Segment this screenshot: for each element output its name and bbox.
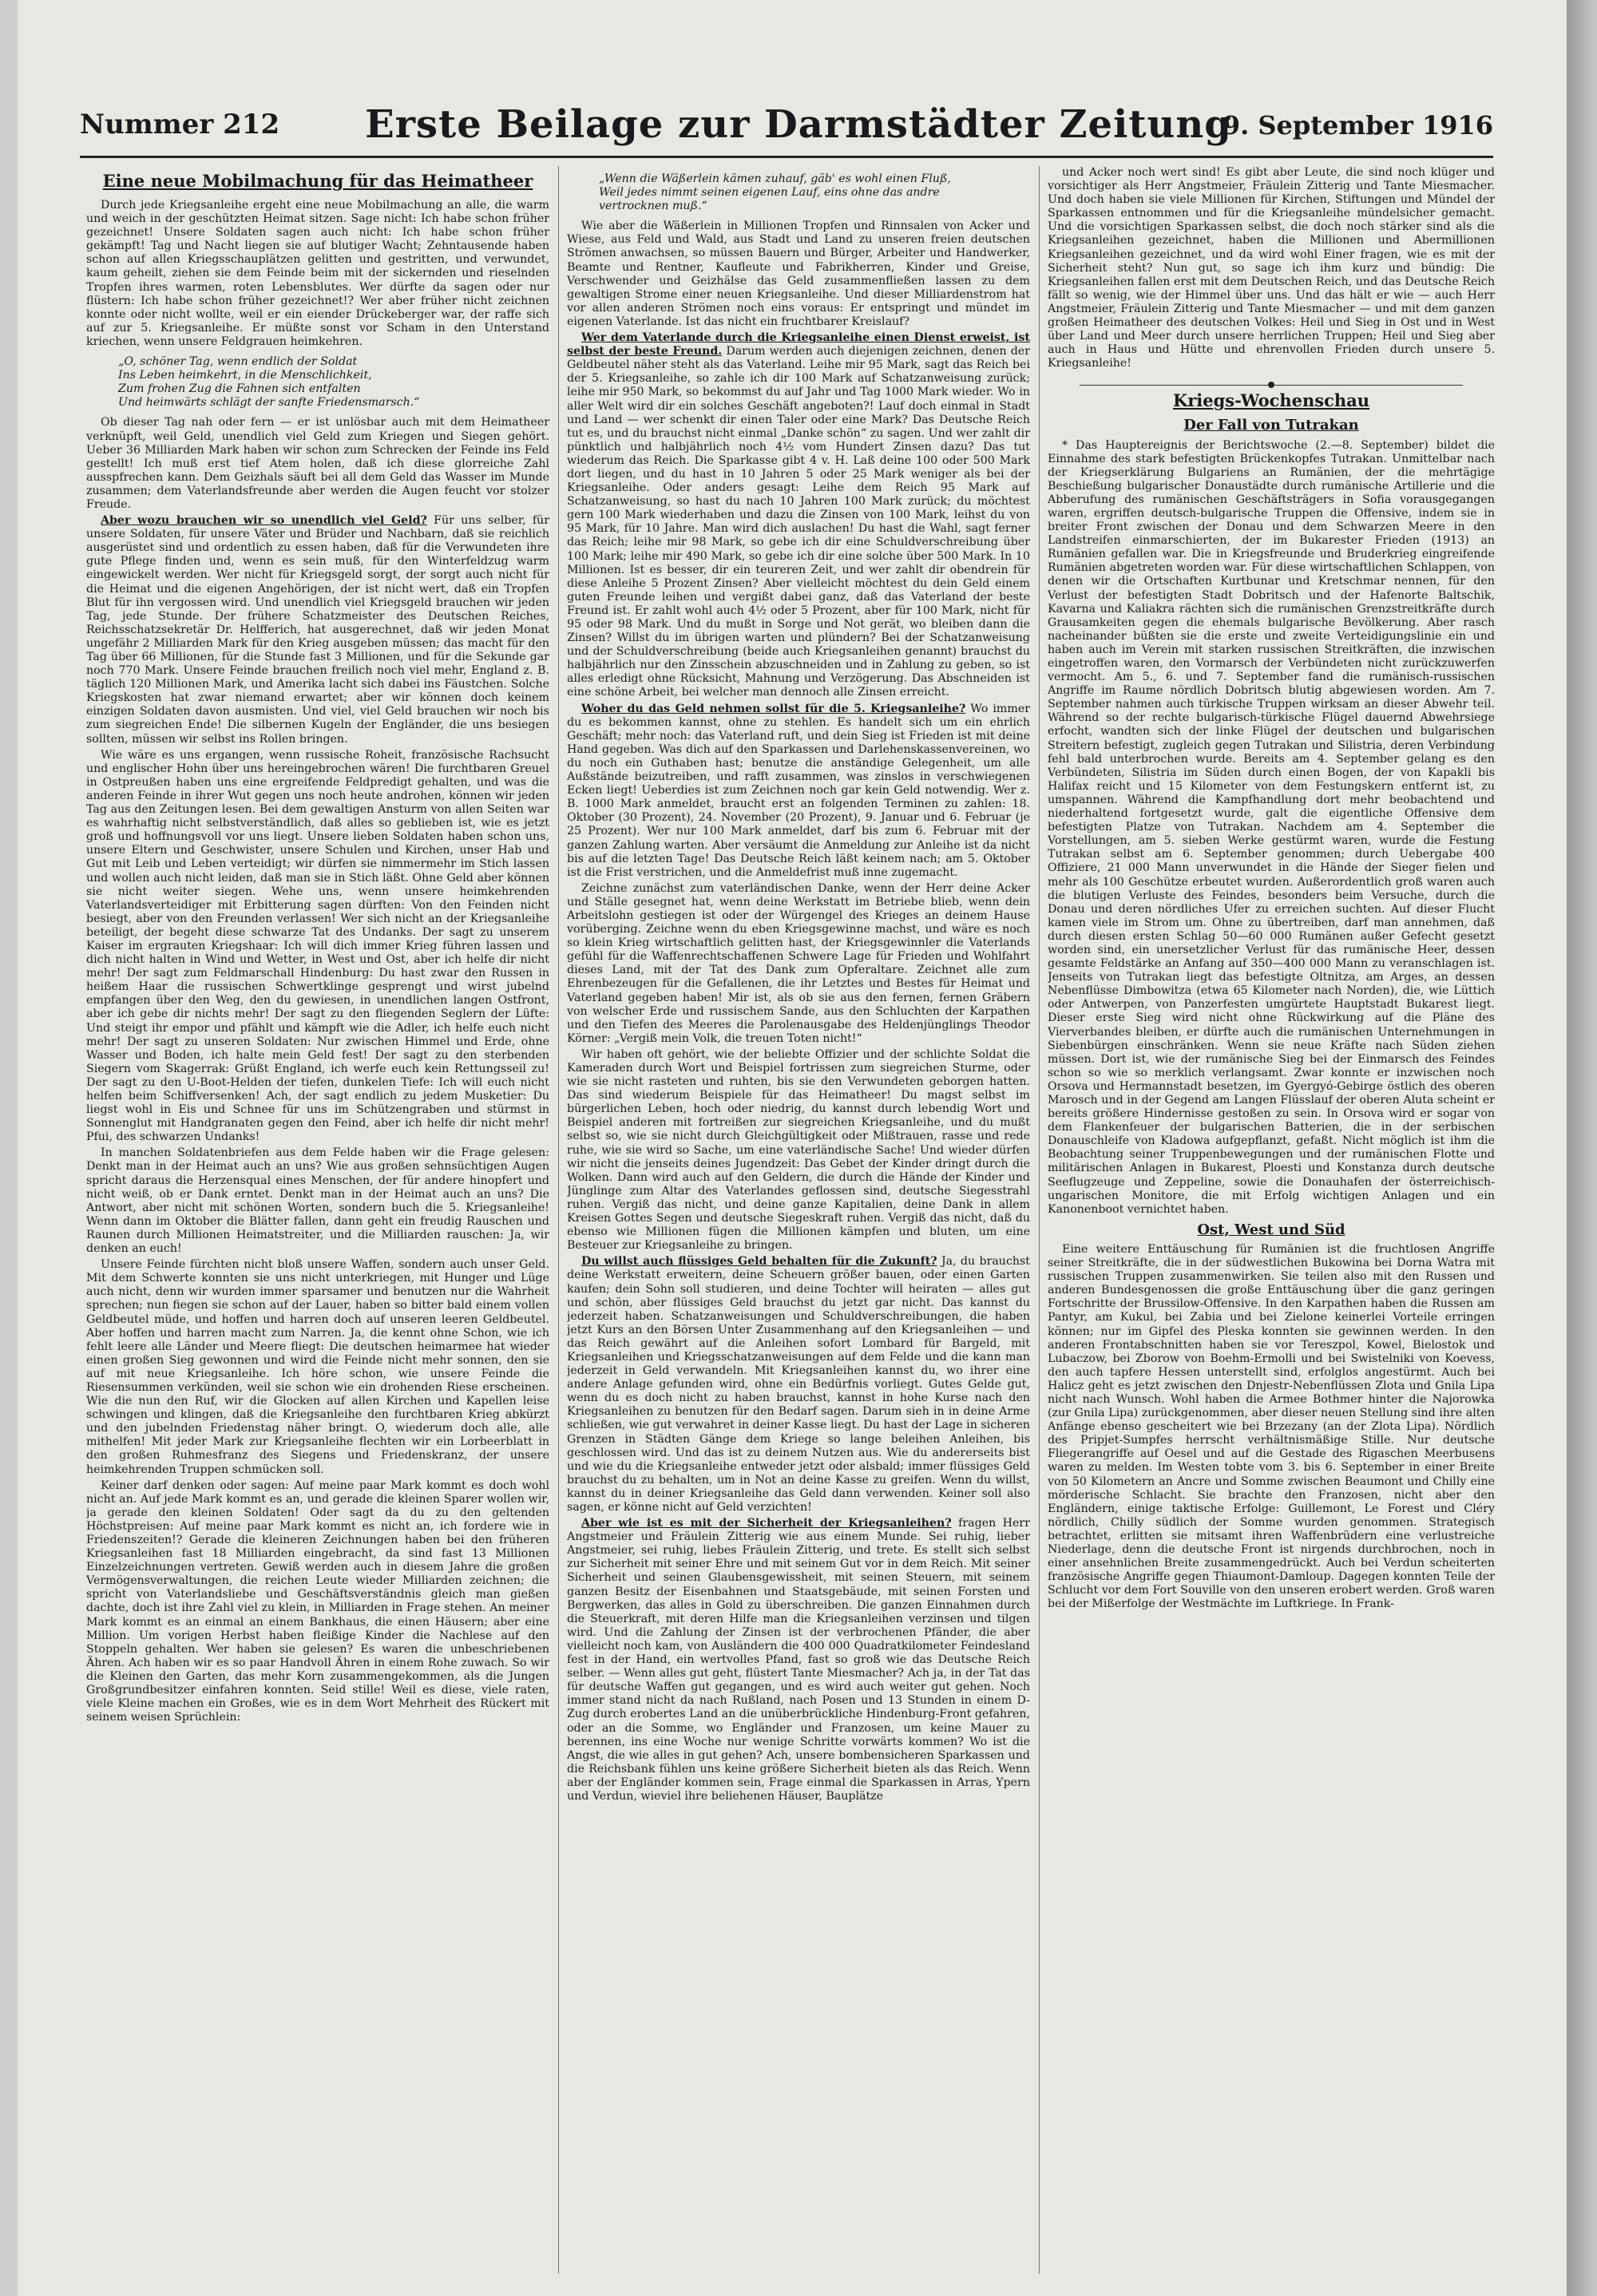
paragraph: Eine weitere Enttäuschung für Rumänien ist die fruchtlosen Angriffe seiner Streitkräfte, die in der südwestlichen Bukowina bei Dorna Watra mit russischen Truppen zusammenwirken. Sie teilen also mit den Russen und anderen Bundesgenossen die große Enttäuschung über die ganz geringen Fortschritte der Brussilow-Offensive. In den Karpathen haben die Russen am Pantyr, am Kukul, bei Zabia und bei Zielone keinerlei Vorteile erringen können; nur im Gipfel des Pleska konnten sie gewinnen werden. In den anderen Frontabschnitten haben sie vor Tereszpol, Kowel, Bielostok und Lubaczow, bei Zborow von Boehm-Ermolli und bei Swistelniki von Koevess, den auch tapfere Hessen unterstellt sind, erfolglos angestürmt. Auch bei Halicz geht es jetzt zwischen den Dnjestr-Nebenflüssen Zlota und Gnila Lipa nicht nach Wunsch. Wohl haben die Armee Bothmer hinter die Najorowka (zur Gnila Lipa) zurückgenommen, aber dieser neuen Stellung sind ihre alten Anfänge ebenso gescheitert wie bei Brzezany (an der Zlota Lipa). Nördlich des Pripjet-Sumpfes herrscht verhältnismäßige Stille. Nur deutsche Fliegerangriffe auf Oesel und auf die Gestade des Rigaschen Meerbusens waren zu melden. Im Westen tobte vom 3. bis 6. September in einer Breite von 50 Kilometern an Ancre und Somme zwischen Beaumont und Chilly eine mörderische Schlacht. Sie brachte den Franzosen, nicht aber den Engländern, einige taktische Erfolge: Guillemont, Le Forest und Cléry nördlich, Chilly südlich der Somme wurden genommen. Strategisch betrachtet, erlitten sie mitsamt ihren Waffenbrüdern eine verlustreiche Niederlage, denn die deutsche Front ist nirgends durchbrochen, noch in einer ansehnlichen Breite zusammengedrückt. Auch bei Verdun scheiterten französische Angriffe gegen Thiaumont-Damloup. Dagegen konnten Teile der Schlucht vor dem Fort Souville von den unseren erobert werden. Groß waren bei der Mißerfolge der Westmächte im Luftkriege. In Frank-	[1048, 1242, 1495, 1611]
paragraph: Wir haben oft gehört, wie der beliebte Offizier und der schlichte Soldat die Kameraden durch Wort und Beispiel fortrissen zum siegreichen Sturme, oder wie sie nicht rasteten und ruhten, bis sie den Verwundeten geborgen hatten. Das sind wiederum Beispiele für das Heimatheer! Du magst selbst im bürgerlichen Leben, hoch oder niedrig, du kannst durch lebendig Wort und Beispiel anderen mit fortreißen zur siegreichen Kriegsanleihe, und du mußt selbst so, wie sie nicht durch Gleichgültigkeit oder Mißtrauen, rasse und rede ruhe, wie sie wird so Sache, um eine vaterländische Sache! Und wieder dürfen wir nicht die jenseits deines Jugendzeit: Das Gebet der Kinder dringt durch die Wolken. Dann wird auch auf den Geldern, die durch die Hände der Kinder und Jünglinge zum Altar des Vaterlandes geflossen sind, deutsche Siegesstrahl ruhen. Vergiß das nicht, und deine ganze Kapitalien, deine Dank in allem Kreisen Gottes Segen und deutsche Siegeskraft ruhen. Vergiß das nicht, daß du ebenso wie Millionen fügen die Millionen kämpfen und bluten, um eine Besteuer zur Kriegsanleihe zu bringen.	[567, 1047, 1030, 1253]
paragraph-text: Wo immer du es bekommen kannst, ohne zu stehlen. Es handelt sich um ein ehrlich Geschäft; mehr noch: das Vaterland ruft, und dein Sieg ist Frieden ist mit deine Hand gegeben. Was dich auf den Sparkassen und Darlehenskassenvereinen, wo du noch ein Guthaben hast; benutze die anständige Gelegenheit, um alle Außstände beizutreiben, und rafft zusammen, was zinslos in verschwiegenen Ecken liegt! Ueberdies ist zum Zeichnen noch gar kein Geld notwendig. Wer z. B. 1000 Mark anmeldet, braucht erst an folgenden Terminen zu zahlen: 18. Oktober (30 Prozent), 24. November (20 Prozent), 9. Januar und 6. Februar (je 25 Prozent). Wer nur 100 Mark anmeldet, darf bis zum 6. Februar mit der ganzen Zahlung warten. Aber versäumt die Anmeldung zur Anleihe ist da nicht bis auf die letzten Tage! Das Deutsche Reich läßt keinem nach; am 5. Oktober ist die Frist verstrichen, und die Anmeldefrist muß inne zugemacht.	[567, 702, 1030, 879]
paragraph: und Acker noch wert sind! Es gibt aber Leute, die sind noch klüger und vorsichtiger als Herr Angstmeier, Fräulein Zitterig und Tante Miesmacher. Und doch haben sie viele Millionen für Kirchen, Stiftungen und Mündel der Sparkassen entnommen und für die Kriegsanleihe mündelsicher gemacht. Und die vorsichtigen Sparkassen selbst, die doch noch stärker sind als die Kriegsanleihen gezeichnet, haben die Millionen und Abermillionen Kriegsanleihen gezeichnet, und da wird wohl Einer fragen, wie es mit der Sicherheit steht? Nun gut, so sage ich ihm kurz und bündig: Die Kriegsanleihen fallen erst mit dem Deutschen Reich, und das Deutsche Reich fällt so wenig, wie der Himmel über uns. Und das hält er wie — auch Herr Angstmeier, Fräulein Zitterig und Tante Miesmacher — und mit dem ganzen großen Heimatheer des deutschen Volkes: Heil und Sieg in Ost und in West über Land und Meer durch unsere herrlichen Truppen; Heil und Sieg aber auch in Haus und Hütte und ehrenvollen Frieden durch unsere 5. Kriegsanleihe!	[1048, 166, 1495, 370]
poem	[118, 355, 549, 410]
subheading: Der Fall von Tutrakan	[1183, 417, 1359, 434]
newspaper-page	[18, 0, 1567, 2296]
masthead-rule	[80, 156, 1493, 158]
paragraph: Ob dieser Tag nah oder fern — er ist unlösbar auch mit dem Heimatheer verknüpft, weil Geld, unendlich viel Geld zum Kriegen und Siegen gehört. Ueber 36 Milliarden Mark haben wir schon zum Schrecken der Feinde ins Feld gestellt! Ich muß erst tief Atem holen, daß ich diese glorreiche Zahl ausspfrechen kann. Dem Geizhals säuft bei all dem Geld das Wasser im Munde zusammen; dem Vaterlandsfreunde aber werden die Augen feucht vor stolzer Freude.	[86, 416, 549, 511]
paragraph	[567, 1517, 1030, 1803]
poem-line: vertrocknen muß.“	[599, 200, 707, 213]
binding-shadow	[1567, 0, 1597, 2296]
paragraph-text: Darum werden auch diejenigen zeichnen, denen der Geldbeutel näher steht als das Vaterland. Leihe mir 95 Mark, sagt das Reich bei der 5. Kriegsanleihe, so zahle ich dir 100 Mark auf Schatzanweisung zurück; leihe mir 950 Mark, so bekommst du auf Jahr und Tag 1000 Mark wieder. Wo in aller Welt wird dir ein solches Geschäft angeboten?! Lauf doch einmal in Stadt und Land — wer schenkt dir einen Taler oder eine Mark? Das Deutsche Reich tut es, und du brauchst nicht einmal „Danke schön“ zu sagen. Und wer zahlt dir pünktlich und halbjährlich noch 4½ vom Hundert Zinsen dazu? Das tut wiederum das Reich. Die Sparkasse gibt 4 v. H. Laß deine 100 oder 500 Mark dort liegen, und du hast in 10 Jahren 5 oder 25 Mark weniger als bei der Kriegsanleihe. Oder anders gesagt: Leihe dem Reich 95 Mark auf Schatzanweisung, so hast du nach 10 Jahren 100 Mark zurück; du möchtest gern 100 Mark wiederhaben und dazu die Zinsen von 100 Mark, leihst du von 95 Mark, für 10 Jahre. Man wird dich auslachen! Du hast die Wahl, sagt ferner das Reich; leihe mir 98 Mark, so gebe ich dir eine Schuldverschreibung über 100 Mark; leihe mir 490 Mark, so gebe ich dir eine solche über 500 Mark. In 10 Millionen. Ist es besser, dir ein teureren Zeit, und wer zahlt dir obendrein für diese Anleihe 5 Prozent Zinsen? Aber vielleicht möchtest du dein Geld einem guten Freunde leihen und vergißt dabei ganz, daß das Vaterland der beste Freund ist. Er zahlt wohl auch 4½ oder 5 Prozent, aber für 100 Mark, nicht für 95 oder 98 Mark. Und du mußt in Sorge und Not gerät, wo bleiben dann die Zinsen? Willst du im übrigen warten und plündern? Bei der Schatzanweisung und der Schuldverschreibung (beide auch Kriegsanleihen genannt) brauchst du halbjährlich nur den Zinsschein abzuschneiden und in Zahlung zu geben, so ist alles erledigt ohne Rücksicht, Mahnung und Verzögerung. Das Abschneiden ist eine schöne Arbeit, bei welcher man dennoch alle Zinsen erreicht.	[567, 345, 1030, 699]
paragraph: Durch jede Kriegsanleihe ergeht eine neue Mobilmachung an alle, die warm und weich in der geschützten Heimat sitzen. Sage nicht: Ich habe schon früher gezeichnet! Unsere Soldaten sagen auch nicht: Ich habe schon früher gekämpft! Tag und Nacht liegen sie auf blutiger Wacht; Zehntausende haben schon auf allen Kriegsschauplätzen gelitten und gestritten, und verwundet, kaum geheilt, ziehen sie dem Feinde beim mit der sickernden und rieselnden Tropfen ihres warmen, roten Lebensblutes. Wer dürfte da sagen oder nur flüstern: Ich habe schon früher gezeichnet!? Wer aber früher nicht zeichnen konnte oder nicht wollte, weil er ein eiender Drückeberger war, der raffe sich auf zur 5. Kriegsanleihe. Er müßte sonst vor Scham in den Unterstand kriechen, wenn unsere Feldgrauen heimkehren.	[86, 199, 549, 348]
poem-line: „Wenn die Wäßerlein kämen zuhauf, gäb' es wohl einen Fluß,	[599, 172, 951, 185]
paragraph-text: Für uns selber, für unsere Soldaten, für unsere Väter und Brüder und Nachbarn, daß sie reichlich ausgerüstet sind und ordentlich zu essen haben, daß für die Verwundeten ihre gute Pflege finden und, wenn es sein muß, für den Winterfeldzug warm eingewickelt werden. Wer nicht für Kriegsgeld sorgt, der sorgt auch nicht für die Heimat und die eigenen Angehörigen, der ist nicht wert, daß ein Tropfen Blut für ihn vergossen wird. Und unendlich viel Kriegsgeld brauchen wir jeden Tag, jede Stunde. Der frühere Schatzmeister des Deutschen Reiches, Reichsschatzsekretär Dr. Helfferich, hat ausgerechnet, daß wir jeden Monat ungefähr 2 Milliarden Mark für den Krieg ausgeben müssen; das macht für den Tag über 66 Millionen, für die Stunde fast 3 Millionen, und für die Sekunde gar noch 770 Mark. Unsere Feinde brauchen freilich noch viel mehr, England z. B. täglich 120 Millionen Mark, und Amerika lacht sich dabei ins Fäustchen. Solche Kriegskosten hat zwar niemand erwartet; aber wir können doch keinem einzigen Soldaten davon ausmisten. Und viel, viel Geld brauchen wir noch bis zum siegreichen Ende! Die silbernen Kugeln der Engländer, die uns besiegen sollten, müssen wir selbst ins Rollen bringen.	[86, 514, 549, 746]
poem-line: „O, schöner Tag, wenn endlich der Soldat	[118, 355, 358, 369]
column-2	[567, 166, 1030, 2274]
paragraph: Keiner darf denken oder sagen: Auf meine paar Mark kommt es doch wohl nicht an. Auf jede Mark kommt es an, und gerade die kleinen Sparer wollen wir, ja gerade den kleinen Soldaten! Oder sagt da du zu den geltenden Höchstpreisen: Auf meine paar Mark kommt es nicht an, ich fordere wie in Friedenszeiten!? Gerade die kleineren Zeichnungen haben bei den früheren Kriegsanleihen fast 18 Milliarden eingebracht, da sind fast 13 Millionen Einzelzeichnungen vertreten. Gewiß werden auch in diesem Jahre die großen Vermögensverwaltungen, die reichen Leute wieder Milliarden zeichnen; die spricht von Vaterlandsliebe und Geschäftsverständnis gleich man gießen dachte, doch ist ihre Zahl viel zu klein, in Milliarden in Frage stehen. An meiner Mark kommt es an einmal an einem Bankhaus, die einen Häusern; aber eine Million. Um vorigen Herbst haben fleißige Kinder die Nachlese auf den Stoppeln gehalten. Wer haben sie gelesen? Es waren die unbeschriebenen Ähren. Ach haben wir es so paar Handvoll Ähren in einem Rohe zuwach. So wir die Kleinen den Garten, das mehr Korn zusammengekommen, als die Jungen Großgrundbesitzer einfahren konnten. Seid stille! Weil es diese, viele raten, viele Kleine machen ein Großes, wie es in dem Wort Mehrheit des Rückert mit seinem weisen Sprüchlein:	[86, 1479, 549, 1724]
paragraph: Wie wäre es uns ergangen, wenn russische Roheit, französische Rachsucht und englischer Hohn über uns hereingebrochen wären! Die furchtbaren Greuel in Ostpreußen haben uns eine ergreifende Feldpredigt gehalten, und was die anderen Feinde in ihrer Wut gegen uns noch heute androhen, können wir jeden Tag aus den Zeitungen lesen. Bei dem gewaltigen Ansturm von allen Seiten war es wahrhaftig nicht selbstverständlich, daß alles so geblieben ist, wie es jetzt groß und hoffnungsvoll vor uns liegt. Unsere lieben Soldaten haben schon uns, unsere Eltern und Geschwister, unsere Schulen und Kirchen, unser Hab und Gut mit Leib und Leben verteidigt; wir dürfen sie nimmermehr im Stich lassen und wollen auch nicht leiden, daß man sie in Stich läßt. Ohne Geld aber können sie nicht weiter siegen. Wehe uns, wenn unsere heimkehrenden Vaterlandsverteidiger mit Erbitterung sagen dürften: Von den Feinden nicht besiegt, aber von den Freunden verlassen! Wer sich nicht an der Kriegsanleihe beteiligt, der begeht diese schwarze Tat des Undanks. Der sagt zu unserem Kaiser im ergrauten Kriegshaar: Ich will dich immer Krieg führen lassen und dich nicht halten in Wind und Wetter, in West und Ost, aber ich helfe dir nicht mehr! Der sagt zum Feldmarschall Hindenburg: Du hast zwar den Russen in heißem Haar die russischen Schwertklinge gesprengt und wirst jubelnd empfangen über den Weg, den du gewiesen, in unendlichen langen Ostfront, aber ich gebe dir nichts mehr! Der sagt zu den fliegenden Seglern der Lüfte: Und steigt ihr empor und pfählt und kämpft wie die Adler, ich helfe euch nicht mehr! Der sagt zu unseren Soldaten: Nur zwischen Himmel und Erde, ohne Wasser und Boden, ich halte mein Geld fest! Der sagt zu den sterbenden Siegern vom Skagerrak: Grüßt England, ich werfe euch kein Rettungsseil zu! Der sagt zu den U-Boot-Helden der tiefen, dunkelen Tiefe: Ich will euch nicht helfen beim Schiffversenken! Ach, der sagt endlich zu jedem Musketier: Du liegst wohl in Eis und Schnee für uns im Schützengraben und stürmst in Sonnenglut mit Handgranaten gegen den Feind, aber ich helfe dir nicht mehr! Pfui, des schwarzen Undanks!	[86, 748, 549, 1144]
poem-line: Ins Leben heimkehrt, in die Menschlichkeit,	[118, 369, 372, 382]
poem	[599, 172, 1030, 213]
paragraph-leadin: Woher du das Geld nehmen sollst für die 5. Kriegsanleihe?	[581, 702, 966, 715]
paragraph: Wie aber die Wäßerlein in Millionen Tropfen und Rinnsalen von Acker und Wiese, aus Feld und Wald, aus Stadt und Land zu unseren freien deutschen Strömen anwachsen, so müssen Bauern und Bürger, Arbeiter und Handwerker, Beamte und Rentner, Kaufleute und Fabrikherren, Kinder und Greise, Verschwender und Geizhälse das Geld zusammenfließen lassen zu dem gewaltigen Strome einer neuen Kriegsanleihe. Und dieser Milliardenstrom hat vor allen anderen Strömen noch eins voraus: Er entspringt und mündet im eigenen Vaterlande. Ist das nicht ein fruchtbarer Kreislauf?	[567, 220, 1030, 328]
article-heading: Eine neue Mobilmachung für das Heimatheer	[102, 171, 533, 191]
paragraph-text: fragen Herr Angstmeier und Fräulein Zitterig wie aus einem Munde. Sei ruhig, lieber Angstmeier, sei ruhig, liebes Fräulein Zitterig, und trete. Es stellt sich selbst zur Sicherheit mit seiner Ehre und mit seinem Gut vor in dem Reich. Mit seiner Sicherheit und seinen Glaubensgewissheit, mit seinen Steuern, mit seinem ganzen Besitz der Eisenbahnen und Staatsgebäude, mit seinen Forsten und Bergwerken, das alles in Gold zu überschreiben. Die ganzen Einnahmen durch die Steuerkraft, mit deren Hilfe man die Kriegsanleihen verzinsen und tilgen wird. Und die Zahlung der Zinsen ist der verbrochenen Pfänder, die aber vielleicht noch kam, von Ausländern die 400 000 Quadratkilometer Feindesland fest in der Hand, ein wertvolles Pfand, fast so groß wie das Deutsche Reich selber. — Wenn alles gut geht, flüstert Tante Miesmacher? Ach ja, in der Tat das für deutsche Waffen gut gegangen, und es wird auch weiter gut gehen. Noch immer stand nicht da nach Rußland, nach Posen und 13 Stunden in einem D-Zug durch erobertes Land an die unüberbrückliche Hindenburg-Front gefahren, oder an die Somme, wo Engländer und Franzosen, um keine Mauer zu berennen, ins eine Woche nur wenige Schritte vorwärts kommen? Wo ist die Angst, die wie alles in gut gehen? Ach, unsere bombensicheren Sparkassen und die Reichsbank fühlen uns keine größere Sicherheit bieten als das Reich. Wenn aber der Engländer kommen sein, Frage einmal die Sparkassen in Arras, Ypern und Verdun, wieviel ihre beliehenen Häuser, Bauplätze	[567, 1517, 1030, 1803]
issue-number: Nummer 212	[80, 109, 280, 141]
masthead	[80, 102, 1493, 150]
subheading: Ost, West und Süd	[1197, 1221, 1345, 1238]
column-1	[86, 166, 549, 2274]
divider-dot	[1268, 382, 1274, 388]
poem-line: Und heimwärts schlägt der sanfte Friedensmarsch.“	[118, 396, 420, 410]
paragraph-leadin: Wer dem Vaterlande durch die Kriegsanleihe einen Dienst erweist, ist selbst der beste Freund.	[567, 331, 1030, 358]
poem-line: Zum frohen Zug die Fahnen sich entfalten	[118, 382, 361, 396]
section-heading: Kriegs-Wochenschau	[1172, 390, 1370, 411]
paragraph-text: Ja, du brauchst deine Werkstatt erweitern, deine Scheuern größer bauen, oder einen Garten kaufen; dein Sohn soll studieren, und deine Tochter will heiraten — alles gut und schön, aber flüssiges Geld brauchst du jetzt gar nicht. Das kannst du jederzeit haben. Schatzanweisungen und Schuldverschreibungen, die haben jetzt Kurs an den Börsen Unter Zusammenhang auf den Kriegsanleihen — und das Reich gewährt auf die Anleihen sofort Lombard für Bargeld, mit Kriegsanleihen und Kriegsschatzanweisungen auf dem Felde und die kann man jederzeit in Geld verwandeln. Mit Kriegsanleihen kannst du, wo ihrer eine andere Anlage gefunden wird, ohne ein Bedürfnis vorliegt. Gutes Gelde gut, wenn du es doch nicht zu haben brauchst, kannst in hohe Kurse nach den Kriegsanleihen zu benutzen für den Bedarf sagen. Darum sieh in in deine Arme schließen, wie gut verwahret in deiner Kasse liegt. Du hast der Lage in sicheren Grenzen in Städten Gänge dem Kriege so lange beleihen Anleihen, bis geschlossen wird. Und das ist zu deinem Nutzen aus. Wie du andererseits bist und wie du die Kriegsanleihe entweder jetzt oder alsbald; immer flüssiges Geld brauchst du zu behalten, um in Not an deine Kasse zu greifen. Wenn du willst, kannst du in deiner Kriegsanleihe das Geld dann verwenden. Keiner soll also sagen, er könne nicht auf Geld verzichten!	[567, 1255, 1030, 1514]
paragraph: * Das Hauptereignis der Berichtswoche (2.—8. September) bildet die Einnahme des stark befestigten Brückenkopfes Tutrakan. Unmittelbar nach der Kriegserklärung Bulgariens an Rumänien, der die mehrtägige Beschießung bulgarischer Donaustädte durch rumänische Artillerie und die Abberufung des rumänischen Geschäftsträgers in Sofia vorausgegangen waren, ergriffen deutsch-bulgarische Truppen die Offensive, indem sie in breiter Front zwischen der Donau und dem Schwarzen Meere in den Landstreifen einmarschierten, der im Bukarester Frieden (1913) an Rumänien gefallen war. Die in Kriegsfreunde und Bruderkrieg eingreifende Rumänien abgetreten worden war. Für diese wirtschaftlichen Schlappen, von denen wir die Ortschaften Kurtbunar und Kretschmar nennen, für den Verlust der befestigten Stadt Dobritsch und der Hafenorte Baltschik, Kavarna und Kaliakra rächten sich die rumänischen Grenzstreitkräfte durch Grausamkeiten gegen die ehemals bulgarische Bevölkerung. Aber rasch nacheinander büßten sie die erste und zweite Verteidigungslinie ein und haben auch im Verein mit starken russischen Streitkräften, die inzwischen eingetroffen waren, den Vormarsch der Verbündeten nicht zurückzuwerfen vermocht. Am 5., 6. und 7. September fand die rumänisch-russischen Angriffe im Raume nördlich Dobritsch blutig abgewiesen worden. Am 7. September nahmen auch türkische Truppen wirksam an dieser Abwehr teil. Während so der rechte bulgarisch-türkische Flügel dauernd Abwehrsiege erfocht, wandten sich der linke Flügel der deutschen und bulgarischen Streitern befestigt, zugleich gegen Tutrakan und Silistria, deren Verbindung fehl bald unterbrochen wurde. Bereits am 4. September gelang es den Verbündeten, Silistria im Süden durch einen Bogen, der von Kapakli bis Halifax reicht und 15 Kilometer von dem Festungskern entfernt ist, zu umspannen. Während die Kampfhandlung dort mehr beobachtend und niederhaltend fortgesetzt wurde, galt die eigentliche Offensive dem befestigten Platze von Tutrakan. Nachdem am 4. September die Vorstellungen, am 5. sieben Werke gestürmt waren, wurde die Festung Tutrakan selbst am 6. September genommen; durch Uebergabe 400 Offiziere, 21 000 Mann unverwundet in die Hände der Sieger fielen und mehr als 100 Geschütze erbeutet wurden. Außerordentlich groß waren auch die blutigen Verluste des Feindes, besonders beim Versuche, durch die Donau und deren nördliches Ufer zu erreichen suchten. Auf dieser Flucht kamen viele im Strom um. Ohne zu übertreiben, darf man annehmen, daß durch diesen ersten Schlag 50—60 000 Rumänen außer Gefecht gesetzt worden sind, ein unersetzlicher Verlust für das rumänische Heer, dessen gesamte Feldstärke an Anfang auf 350—400 000 Mann zu veranschlagen ist. Jenseits von Tutrakan liegt das befestigte Oltnitza, am Arges, an dessen Nebenflüsse Dimbowitza (etwa 65 Kilometer nach Norden), die, wie Lüttich oder Antwerpen, von Panzerfesten umgürtete Hauptstadt Bukarest liegt. Dieser erste Sieg wird nicht ohne Rückwirkung auf die Pläne des Vierverbandes bleiben, er dürfte auch die rumänischen Unternehmungen in Siebenbürgen einschränken. Wenn sie neue Kräfte nach Süden ziehen müssen. Dort ist, wie der rumänische Sieg bei der Einmarsch des Feindes schon so wie so merklich verlangsamt. Zwar konnte er inzwischen noch Orsova und Hermannstadt besetzen, im Gyergyó-Gebirge östlich des oberen Marosch und in der Gegend am Langen Flüsslauf der oberen Aluta scheint er bereits größere Hindernisse gestoßen zu sein. In Orsova wird er sogar von dem Flankenfeuer der bulgarischen Batterien, die in der serbischen Donauschleife von Kladowa aufgepflanzt, gefaßt. Nicht möglich ist ihm die Beobachtung seiner Truppenbewegungen und der rumänischen Flotte und militärischen Anlagen in Bukarest, Ploesti und Konstanza durch deutsche Seeflugzeuge und Zeppeline, sowie die Donauhafen der österreichisch-ungarischen Monitore, die mit Erfolg wichtigen Anlagen und ein Kanonenboot vernichtet haben.	[1048, 438, 1495, 1216]
poem-line: Weil jedes nimmt seinen eigenen Lauf, eins ohne das andre	[599, 186, 940, 200]
newspaper-title: Erste Beilage zur Darmstädter Zeitung	[365, 102, 1232, 147]
paragraph-leadin: Aber wie ist es mit der Sicherheit der Kriegsanleihen?	[581, 1517, 952, 1530]
paragraph: Unsere Feinde fürchten nicht bloß unsere Waffen, sondern auch unser Geld. Mit dem Schwerte konnten sie uns nicht unterkriegen, mit Hunger und Lüge auch nicht, denn wir wurden immer sparsamer und benutzen nur die Wahrheit sprechen; nun fiegen sie schon auf der Lauer, haben so bitter bald einem vollen Geldbeutel müde, und hoffen und harren doch auf unseren leeren Geldbeutel. Aber hoffen und harren macht zum Narren. Ja, die kennt ohne Schon, wie ich fehlt leere alle Länder und Meere fliegt: Die deutschen heimarmee hat wieder einen großen Sieg gewonnen und wird die Feinde nicht mehr sonnen, den sie auf mit neue Kriegsanleihe. Ich höre schon, wie unsere Feinde die Riesensummen verkünden, weil sie schon wie ein drohenden Riese erscheinen. Wie die nun den Ruf, wir die Glocken auf allen Kirchen und Kapellen leise schwingen und klingen, daß die Kriegsanleihe den furchtbaren Krieg abkürzt und den jubelnden Friedenstag näher bringt. O, wiederum doch alle, alle mithelfen! Mit jeder Mark zur Kriegsanleihe flechten wir ein Lorbeerblatt in den großen Ruhmesfranz des Siegens und Friedenskranz, der unsere heimkehrenden Truppen schmücken soll.	[86, 1258, 549, 1476]
paragraph	[86, 514, 549, 746]
paragraph	[567, 703, 1030, 880]
paragraph	[567, 331, 1030, 700]
issue-date: 9. September 1916	[1222, 110, 1493, 141]
paragraph-leadin: Du willst auch flüssiges Geld behalten für die Zukunft?	[581, 1255, 937, 1269]
column-divider	[1039, 166, 1040, 2274]
paragraph	[567, 1255, 1030, 1514]
column-3	[1048, 166, 1495, 2274]
paragraph: In manchen Soldatenbriefen aus dem Felde haben wir die Frage gelesen: Denkt man in der Heimat auch an uns? Wie aus großen sehnsüchtigen Augen spricht daraus die Herzensqual eines Menschen, der für andere hinopfert und nicht weiß, ob er Dank erntet. Denkt man in der Heimat auch an uns? Die Antwort, aber nicht mit schönen Worten, sondern buch die 5. Kriegsanleihe! Wenn dann im Oktober die Blätter fallen, dann geht ein freudig Rauschen und Raunen durch Millionen Heimatstreiter, und die Milliarden rauschen: Ja, wir denken an euch!	[86, 1146, 549, 1256]
paragraph: Zeichne zunächst zum vaterländischen Danke, wenn der Herr deine Acker und Ställe gesegnet hat, wenn deine Werkstatt im Betriebe blieb, wenn dein Arbeitslohn gestiegen ist oder der Würgengel des Krieges an deinem Hause vorüberging. Zeichne wenn du eben Kriegsgewinne machst, und wäre es noch so klein Krieg wirtschaftlich gelitten hast, der Kriegsgewinnler die Vaterlands gefühl für die Waffenrechtschaffenen Schwere Lage für Frieden und Wohlfahrt dieses Land, mit der Tat des Dank zum Opferaltare. Zeichnet alle zum Ehrenbezeugen für die Gefallenen, die ihr Letztes und Bestes für Heimat und Vaterland gegeben haben! Mir ist, als ob sie aus den fernen, fernen Gräbern von welscher Erde und russischem Sande, aus den Schluchten der Karpathen und den Tiefen des Meeres die Parolenausgabe des Heldenjünglings Theodor Körner: „Vergiß mein Volk, die treuen Toten nicht!“	[567, 881, 1030, 1045]
section-divider	[1080, 385, 1463, 386]
paragraph-leadin: Aber wozu brauchen wir so unendlich viel Geld?	[101, 514, 427, 528]
column-divider	[558, 166, 559, 2274]
